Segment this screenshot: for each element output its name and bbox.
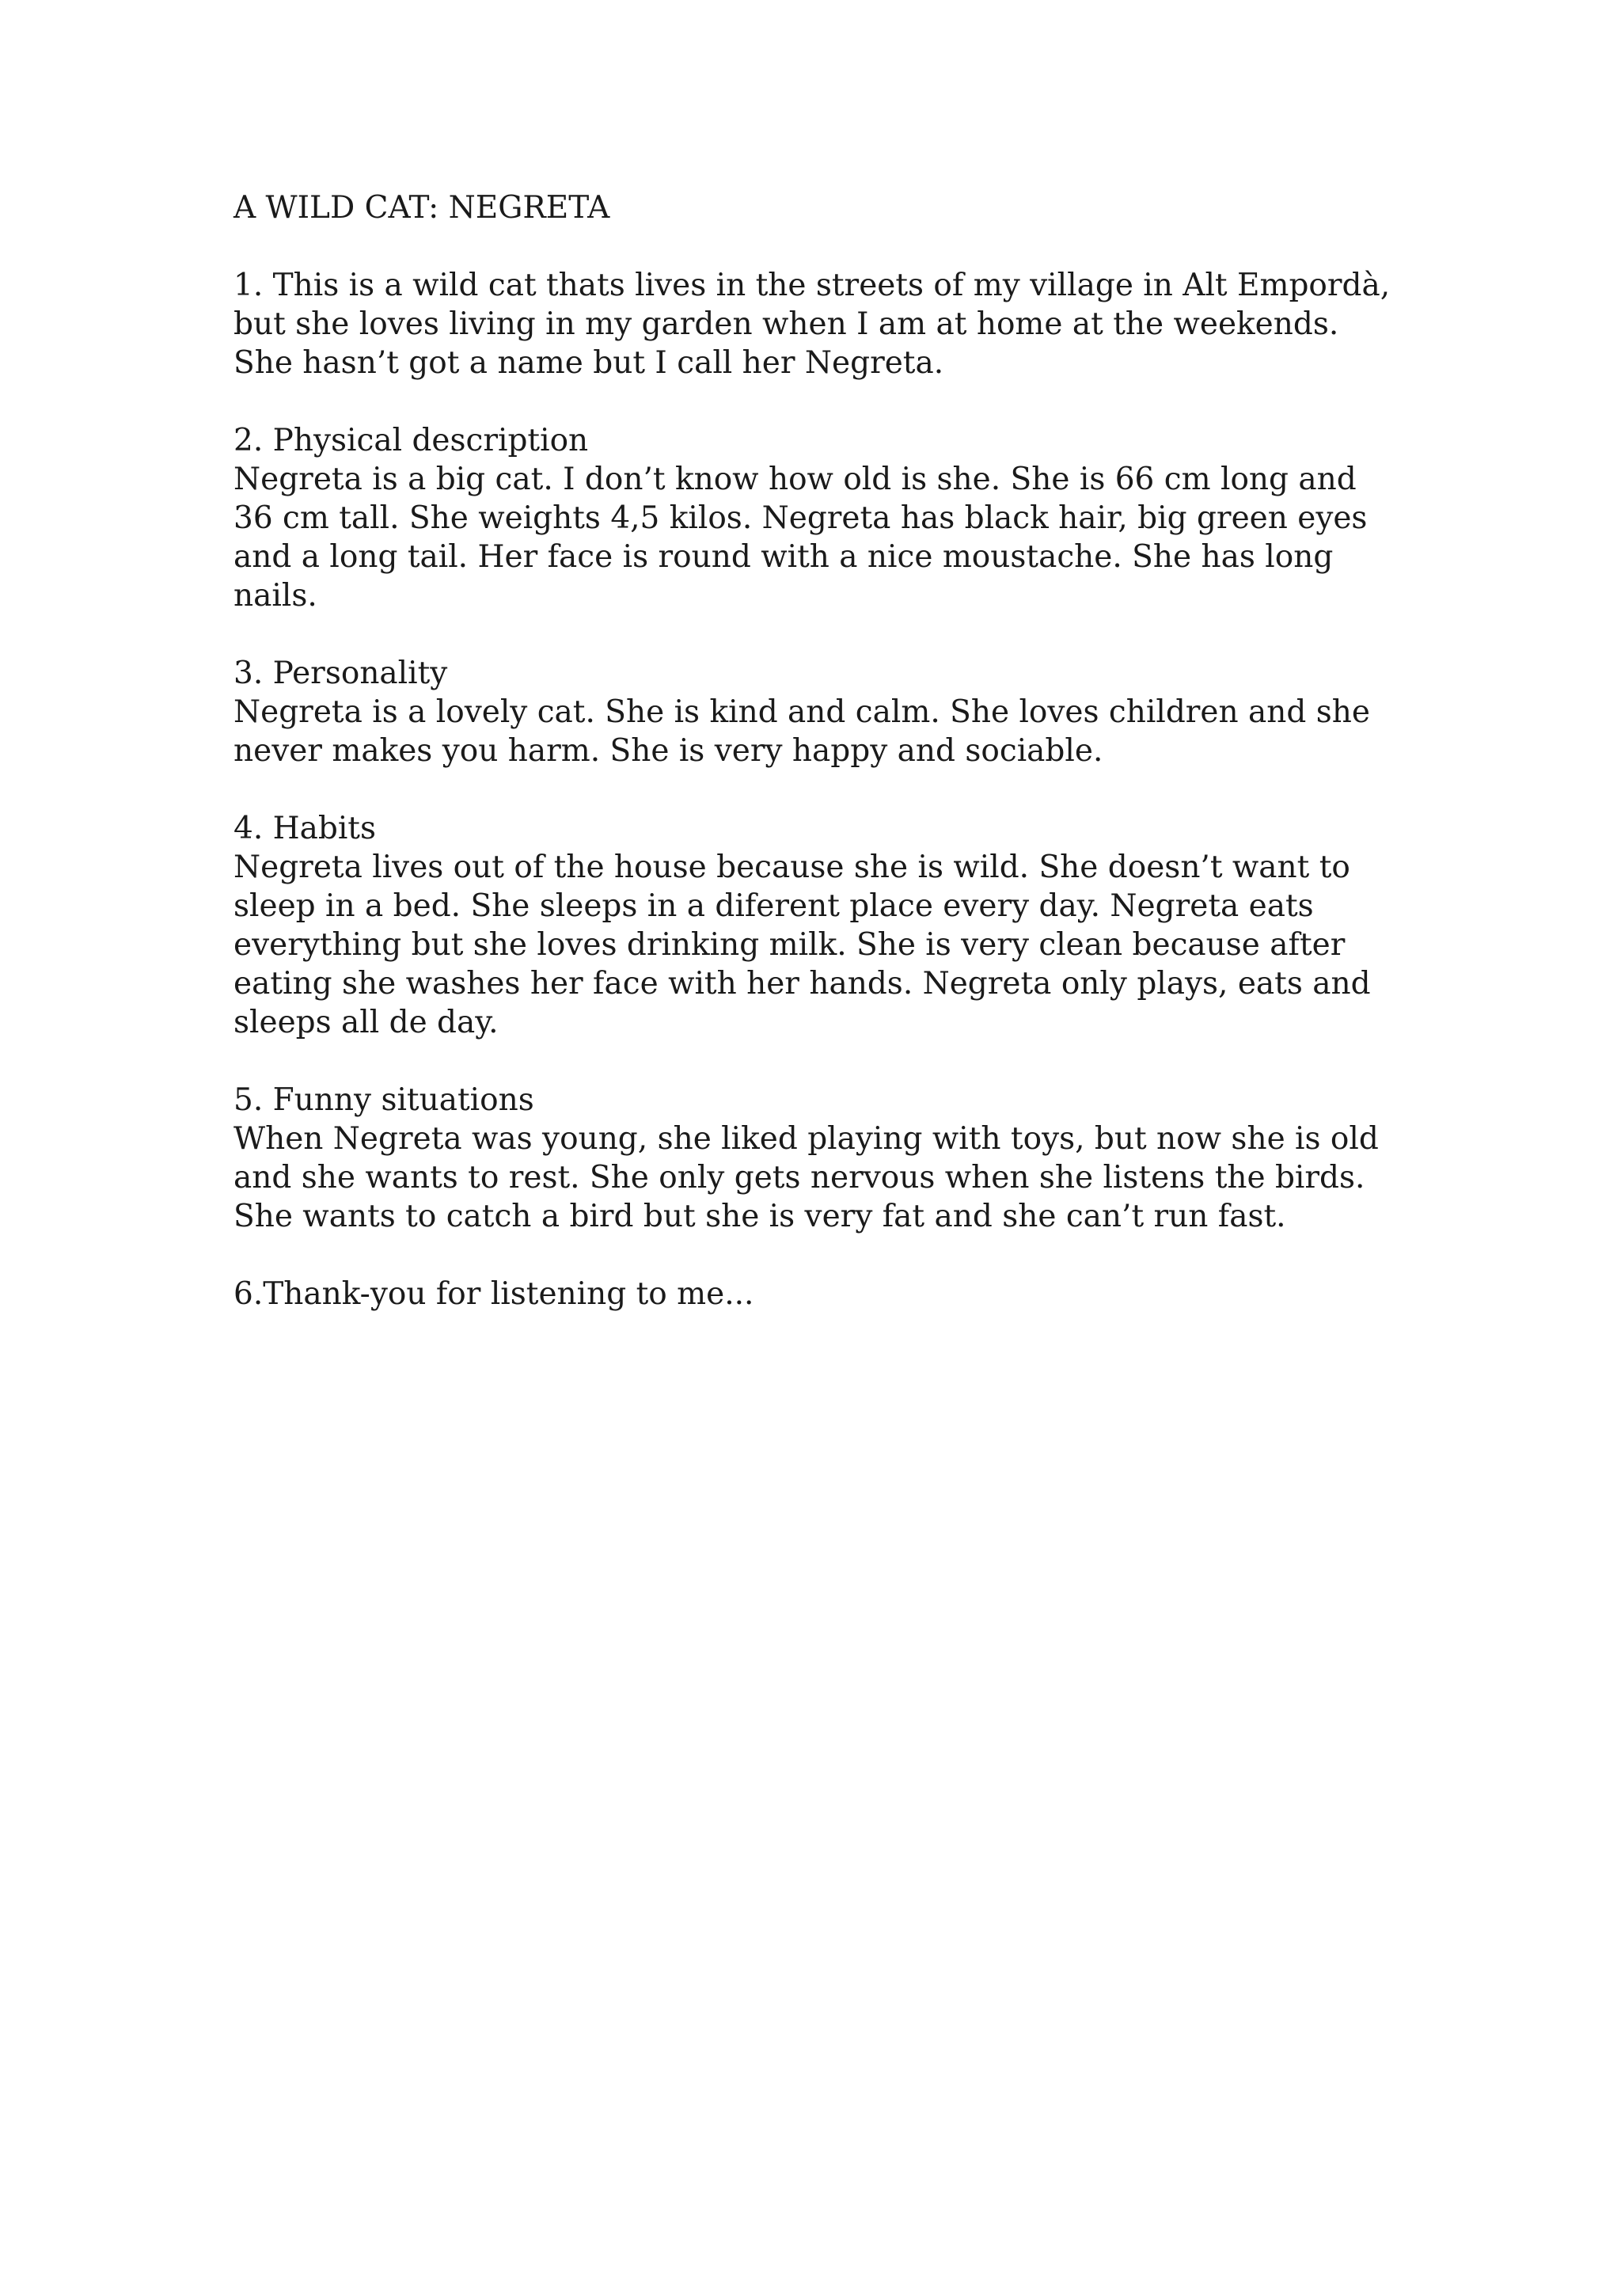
section-habits <box>233 809 1405 1042</box>
section-heading: 4. Habits <box>233 811 376 846</box>
section-funny-situations <box>233 1081 1405 1236</box>
section-text: Negreta is a big cat. I don’t know how old is she. She is 66 cm long and 36 cm tall. She weights 4,5 kilos. Negreta has black hair, big green eyes and a long tail. Her face is round with a nice moustache. She has long nails. <box>233 462 1368 614</box>
closing-line: 6.Thank-you for listening to me... <box>233 1276 754 1312</box>
section-text: When Negreta was young, she liked playing with toys, but now she is old and she wants to rest. She only gets nervous when she listens the birds. She wants to catch a bird but she is very fat and she can’t run fast. <box>233 1121 1379 1234</box>
section-heading: 5. Funny situations <box>233 1082 534 1118</box>
section-heading: 3. Personality <box>233 656 448 691</box>
document-body <box>233 188 1405 1352</box>
document-title: A WILD CAT: NEGRETA <box>233 190 610 226</box>
intro-paragraph: 1. This is a wild cat thats lives in the streets of my village in Alt Empordà, but she loves living in my garden when I am at home at the weekends. She hasn’t got a name but I call her Negreta. <box>233 268 1391 381</box>
section-text: Negreta is a lovely cat. She is kind and calm. She loves children and she never makes you harm. She is very happy and sociable. <box>233 694 1370 769</box>
section-text: Negreta lives out of the house because she is wild. She doesn’t want to sleep in a bed. She sleeps in a diferent place every day. Negreta eats everything but she loves drinking milk. She is very clean because after eating she washes her face with her hands. Negreta only plays, eats and sleeps all de day. <box>233 850 1371 1040</box>
section-physical-description <box>233 421 1405 615</box>
section-closing <box>233 1275 1405 1313</box>
section-personality <box>233 654 1405 770</box>
section-intro <box>233 266 1405 382</box>
section-heading: 2. Physical description <box>233 423 589 458</box>
